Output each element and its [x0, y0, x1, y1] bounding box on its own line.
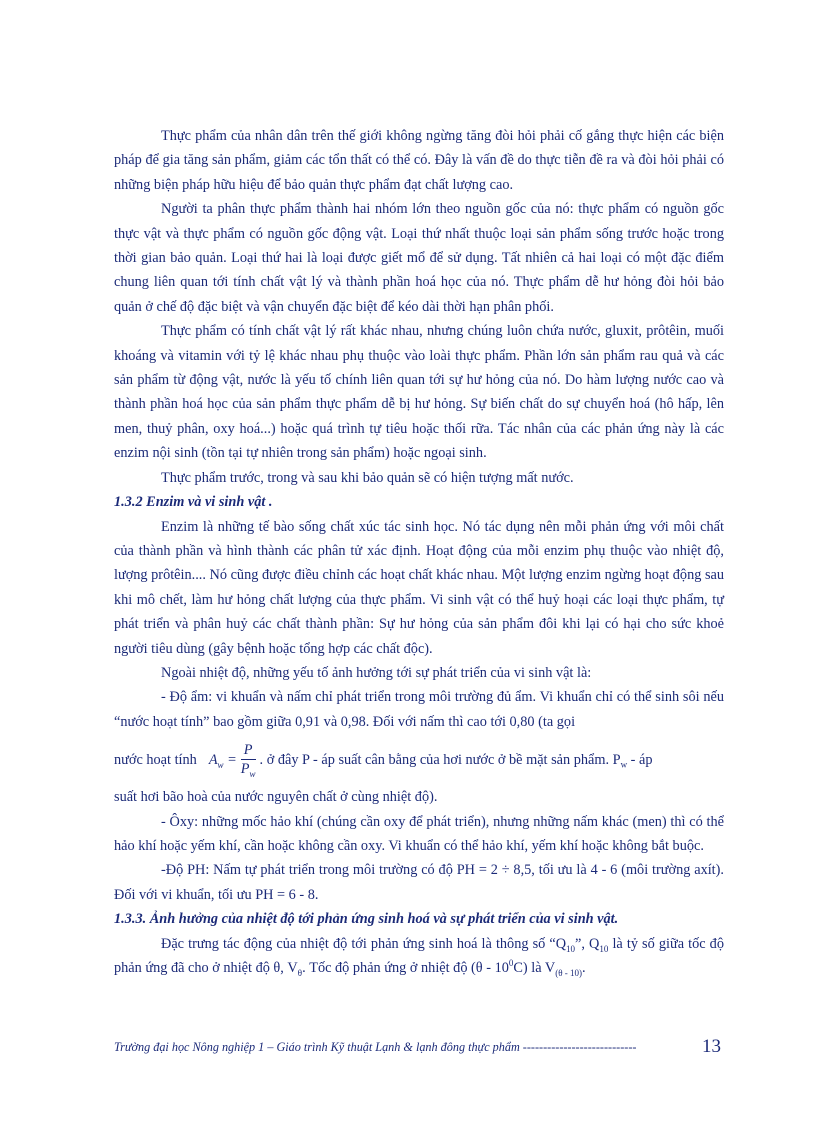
paragraph: Người ta phân thực phẩm thành hai nhóm lớn theo nguồn gốc của nó: thực phẩm có nguồn gốc thực vật và thực phẩm có nguồn gốc động vật. Loại thứ nhất thuộc loại sản phẩm sống trước hoặc trong thời gian bảo quản. Loại thứ hai là loại được giết mổ để sử dụng. Tất nhiên cả hai loại có một đặc điểm chung liên quan tới tính chất vật lý và thành phần hoá học của nó. Thực phẩm dễ hư hỏng đòi hỏi bảo quản ở chế độ đặc biệt và vận chuyển đặc biệt để kéo dài thời hạn phân phối.: [114, 201, 724, 315]
paragraph: -Độ PH: Nấm tự phát triển trong môi trường có độ PH = 2 ÷ 8,5, tối ưu là 4 - 6 (môi trường axít). Đối với vi khuẩn, tối ưu PH = 6 - 8.: [114, 862, 724, 903]
paragraph: - Ôxy: những mốc hảo khí (chúng cần oxy để phát triển), nhưng những nấm khác (men) thì có thể hảo khí hoặc yếm khí, cần hoặc không cần oxy. Vi khuẩn có thể hảo khí, yếm khí hoặc không bắt buộc.: [114, 813, 724, 854]
formula-denominator-sub: w: [249, 769, 256, 780]
q10-sup: 0: [508, 958, 514, 969]
page-number: 13: [702, 1036, 721, 1057]
footer-text: Trường đại học Nông nghiệp 1 – Giáo trình Kỹ thuật Lạnh & lạnh đông thực phẩm ----------------------------: [114, 1039, 637, 1054]
paragraph: Ngoài nhiệt độ, những yếu tố ảnh hưởng tới sự phát triển của vi sinh vật là:: [161, 664, 592, 681]
formula-explanation-end: - áp: [627, 751, 653, 768]
paragraph: Enzim là những tế bào sống chất xúc tác sinh học. Nó tác dụng nên mỗi phản ứng với môi chất của thành phần và hình thành các phân tử xác định. Hoạt động của mỗi enzim phụ thuộc vào nhiệt độ, lượng prôtêin.... Nó cũng được điều chỉnh các hoạt chất khác nhau. Một lượng enzim ngừng hoạt động sau khi mô chết, làm hư hỏng chất lượng của thực phẩm. Vi sinh vật có thể huỷ hoại các loại thực phẩm, tự phát triển và phân huỷ các chất thành phần: Sự hư hỏng của sản phẩm đôi khi lại có hại cho sức khoẻ người tiêu dùng (gây bệnh hoặc tổng hợp các chất độc).: [114, 518, 724, 657]
formula-equals: =: [227, 752, 237, 769]
paragraph: Thực phẩm của nhân dân trên thế giới không ngừng tăng đòi hỏi phải cố gắng thực hiện các biện pháp để gia tăng sản phẩm, giảm các tổn thất có thể có. Đây là vấn đề do thực tiễn đề ra và đòi hỏi phải có những biện pháp hữu hiệu để bảo quản thực phẩm đạt chất lượng cao.: [114, 128, 724, 193]
q10-sub: θ: [297, 967, 303, 978]
formula-symbol-sub: w: [217, 760, 224, 771]
page-content: [114, 124, 724, 980]
q10-text: Đặc trưng tác động của nhiệt độ tới phản ứng sinh hoá là thông số “Q: [161, 935, 567, 952]
q10-text: là tỷ số giữa tốc độ phản ứng đã cho ở nhiệt độ θ, V: [114, 935, 724, 976]
q10-sub: 10: [599, 943, 609, 954]
formula-symbol: A: [208, 752, 218, 769]
paragraph: Thực phẩm trước, trong và sau khi bảo quản sẽ có hiện tượng mất nước.: [161, 469, 574, 486]
water-activity-formula: [209, 742, 256, 779]
q10-text: .: [582, 960, 586, 976]
q10-sub: (θ - 10): [555, 967, 583, 978]
formula-denominator: P: [240, 761, 250, 778]
paragraph: Thực phẩm có tính chất vật lý rất khác nhau, nhưng chúng luôn chứa nước, gluxit, prôtêin, muối khoáng và vitamin với tỷ lệ khác nhau phụ thuộc vào loài thực phẩm. Phần lớn sản phẩm rau quả và các sản phẩm từ động vật, nước là yếu tố chính liên quan tới sự hư hỏng của nó. Do hàm lượng nước cao và thành phần hoá học của sản phẩm thực phẩm dễ bị hư hỏng. Sự biến chất do sự chuyển hoá (hô hấp, lên men, thuỷ phân, oxy hoá...) hoặc quá trình tự tiêu hoặc thối rữa. Tác nhân của các phản ứng này là các enzim nội sinh (tồn tại tự nhiên trong sản phẩm) hoặc ngoại sinh.: [114, 323, 724, 462]
formula-explanation: . ở đây P - áp suất cân bằng của hơi nước ở bề mặt sản phẩm. P: [259, 751, 621, 768]
formula-numerator: P: [241, 742, 256, 760]
water-activity-formula-line: [114, 742, 724, 779]
q10-sub: 10: [566, 943, 576, 954]
formula-prefix: nước hoạt tính: [114, 751, 197, 768]
q10-text: . Tốc độ phản ứng ở nhiệt độ (θ - 10: [302, 960, 509, 976]
q10-text: C) là V: [513, 960, 556, 976]
paragraph-continuation: suất hơi bão hoà của nước nguyên chất ở cùng nhiệt độ).: [114, 789, 438, 806]
formula-fraction: [241, 742, 256, 779]
paragraph: - Độ ẩm: vi khuẩn và nấm chỉ phát triển trong môi trường đủ ẩm. Vi khuẩn chỉ có thể sinh sôi nếu “nước hoạt tính” bao gồm giữa 0,91 và 0,98. Đối với nấm thì cao tới 0,80 (ta gọi: [114, 689, 724, 730]
q10-text: ”, Q: [575, 935, 600, 952]
paragraph-q10: [114, 932, 724, 981]
page-footer: [114, 1036, 724, 1058]
formula-explanation-sub: w: [620, 759, 628, 770]
section-heading-1-3-2: 1.3.2 Enzim và vi sinh vật .: [114, 494, 273, 511]
section-heading-1-3-3: 1.3.3. Ảnh hưởng của nhiệt độ tới phản ứng sinh hoá và sự phát triển của vi sinh vật.: [114, 911, 619, 928]
